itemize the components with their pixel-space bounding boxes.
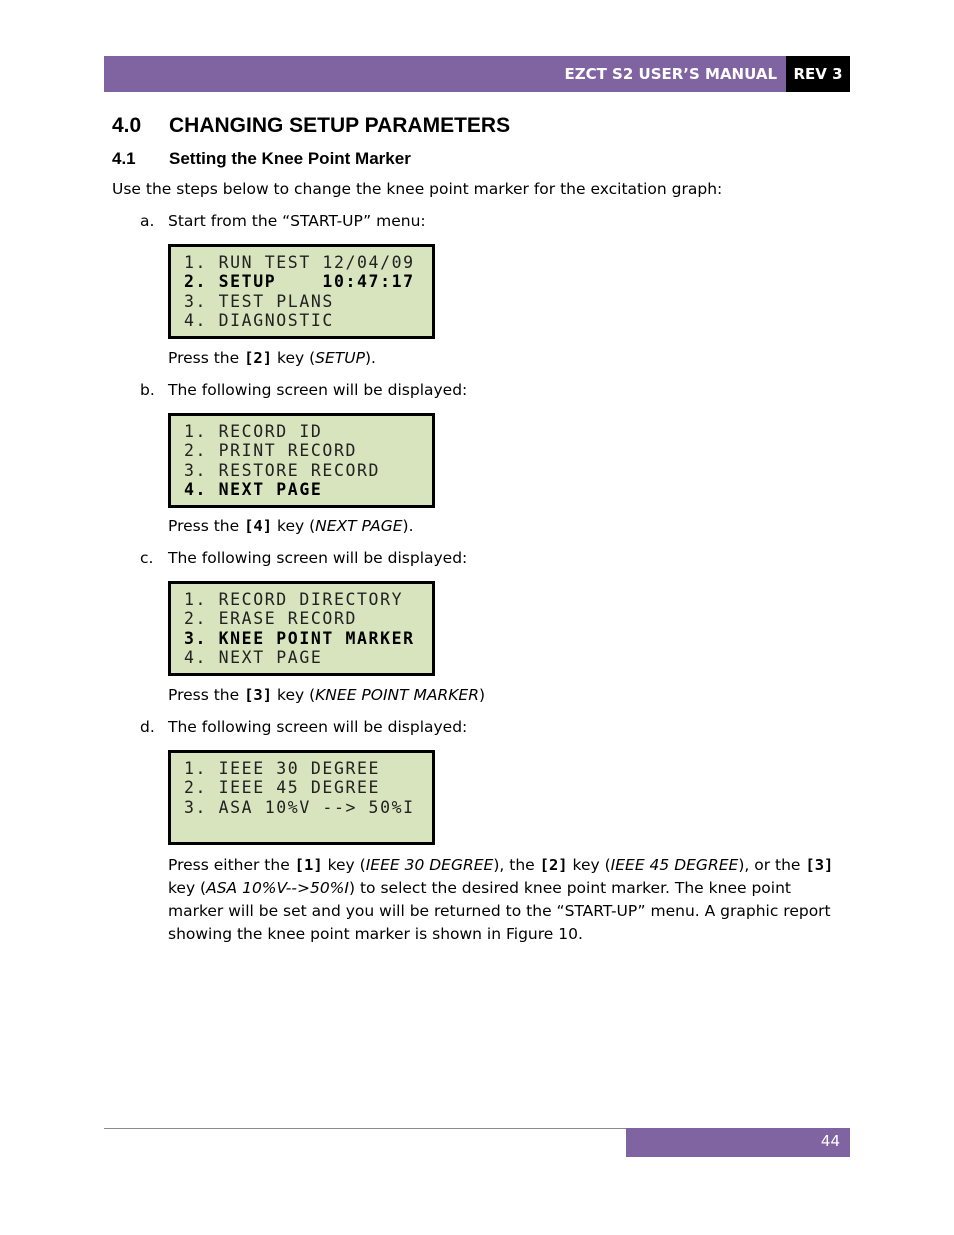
header-title: EZCT S2 USER’S MANUAL — [104, 56, 786, 92]
step-text: Start from the “START-UP” menu: — [168, 212, 426, 230]
step-a — [140, 212, 426, 230]
lcd-line — [184, 817, 432, 836]
lcd-line: 2. PRINT RECORD — [184, 441, 358, 461]
press-instruction-a: Press the [2] key (SETUP). — [168, 349, 376, 367]
lcd-line: 4. NEXT PAGE — [184, 647, 323, 667]
subsection-heading — [112, 149, 411, 169]
lcd-line: 3. RESTORE RECORD — [184, 460, 381, 480]
lcd-line-selected: 4. NEXT PAGE — [184, 479, 323, 499]
step-b — [140, 381, 467, 399]
section-number: 4.0 — [112, 114, 142, 137]
step-text: The following screen will be displayed: — [168, 718, 468, 736]
step-letter: c. — [140, 549, 154, 567]
lcd-line: 3. TEST PLANS — [184, 291, 334, 311]
key-label: [4] — [244, 517, 273, 535]
step-letter: a. — [140, 212, 155, 230]
menu-option-label: NEXT PAGE — [315, 517, 403, 535]
menu-option-label: IEEE 45 DEGREE — [610, 856, 739, 874]
lcd-line: 2. IEEE 45 DEGREE — [184, 778, 381, 798]
step-letter: d. — [140, 718, 155, 736]
page-number: 44 — [626, 1128, 850, 1157]
section-heading — [112, 114, 510, 138]
lcd-line: 2. ERASE RECORD — [184, 609, 358, 629]
header-rev-badge: REV 3 — [786, 56, 850, 92]
menu-option-label: KNEE POINT MARKER — [315, 686, 479, 704]
lcd-line: 1. RECORD ID — [184, 422, 323, 441]
menu-option-label: IEEE 30 DEGREE — [365, 856, 494, 874]
press-instruction-b: Press the [4] key (NEXT PAGE). — [168, 517, 414, 535]
key-label: [3] — [244, 686, 273, 704]
step-d — [140, 718, 467, 736]
menu-option-label: SETUP — [315, 349, 365, 367]
key-label: [2] — [244, 349, 273, 367]
lcd-line: 1. RECORD DIRECTORY — [184, 590, 404, 609]
lcd-line: 3. ASA 10%V --> 50%I — [184, 797, 415, 817]
lcd-screen-knee-point — [168, 750, 435, 845]
lcd-line: 4. DIAGNOSTIC — [184, 310, 334, 330]
lcd-screen-setup — [168, 413, 435, 508]
step-text: The following screen will be displayed: — [168, 381, 468, 399]
lcd-line-selected: 2. SETUP 10:47:17 — [184, 272, 415, 292]
key-label: [1] — [294, 856, 323, 874]
key-label: [2] — [539, 856, 568, 874]
final-paragraph: Press either the [1] key (IEEE 30 DEGREE), the [2] key (IEEE 45 DEGREE), or the [3] key (ASA 10%V-->50%I) to select the desired knee point marker. The knee point marker will be set and you will be returned to the “START-UP” menu. A graphic report showing the knee point marker is shown in Figure 10. — [168, 856, 834, 943]
section-title: CHANGING SETUP PARAMETERS — [169, 114, 511, 137]
intro-paragraph: Use the steps below to change the knee point marker for the excitation graph: — [112, 180, 723, 198]
step-c — [140, 549, 467, 567]
key-label: [3] — [805, 856, 834, 874]
lcd-line-selected: 3. KNEE POINT MARKER — [184, 628, 415, 648]
lcd-line: 1. IEEE 30 DEGREE — [184, 759, 381, 778]
lcd-screen-setup-page-2 — [168, 581, 435, 676]
step-text: The following screen will be displayed: — [168, 549, 468, 567]
lcd-screen-startup — [168, 244, 435, 339]
subsection-number: 4.1 — [112, 149, 136, 168]
lcd-line: 1. RUN TEST 12/04/09 — [184, 253, 415, 272]
press-instruction-c: Press the [3] key (KNEE POINT MARKER) — [168, 686, 486, 704]
step-letter: b. — [140, 381, 155, 399]
menu-option-label: ASA 10%V-->50%I — [206, 879, 349, 897]
subsection-title: Setting the Knee Point Marker — [169, 149, 411, 168]
